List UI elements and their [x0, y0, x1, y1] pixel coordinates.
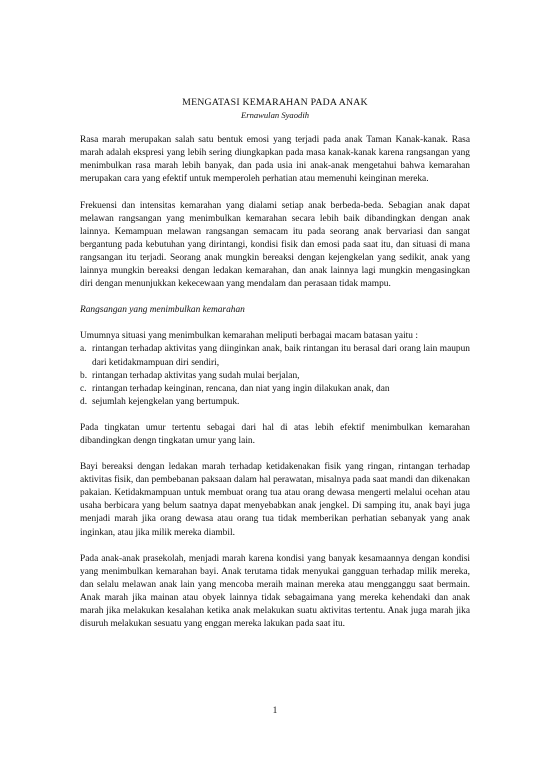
document-title: MENGATASI KEMARAHAN PADA ANAK	[182, 97, 368, 108]
paragraph-intro: Rasa marah merupakan salah satu bentuk emosi yang terjadi pada anak Taman Kanak-kanak. Rasa marah adalah ekspresi yang lebih sering diungkapkan pada masa kanak-kanak karena rangsangan yang menimbulkan rasa marah lebih banyak, dan pada usia ini anak-anak mengetahui bahwa kemarahan merupakan cara yang efektif untuk memperoleh perhatian atau memenuhi keinginan mereka.	[80, 135, 470, 185]
list-item	[80, 383, 470, 396]
list-item-text: rintangan terhadap aktivitas yang sudah mulai berjalan,	[92, 370, 300, 381]
paragraph-preschool: Pada anak-anak prasekolah, menjadi marah karena kondisi yang banyak kesamaannya dengan kondisi yang menimbulkan kemarahan bayi. Anak terutama tidak menyukai gangguan terhadap milik mereka, dan selalu melawan anak lain yang mencoba meraih mainan mereka atau mengganggu saat bermain. Anak marah jika mainan atau obyek lainnya tidak sebagaimana yang mereka kehendaki dan anak marah jika melakukan kesalahan ketika anak melakukan suatu aktivitas tertentu. Anak juga marah jika disuruh melakukan sesuatu yang enggan mereka lakukan pada saat itu.	[80, 553, 470, 630]
list-intro: Umumnya situasi yang menimbulkan kemarahan meliputi berbagai macam batasan yaitu :	[80, 331, 418, 342]
list-item-text: rintangan terhadap keinginan, rencana, dan niat yang ingin dilakukan anak, dan	[92, 383, 390, 394]
list-item	[80, 396, 470, 409]
list-item	[80, 370, 470, 383]
paragraph-frequency: Frekuensi dan intensitas kemarahan yang dialami setiap anak berbeda-beda. Sebagian anak dapat melawan rangsangan yang menimbulkan kemarahan secara lebih baik dibandingkan dengan anak lainnya. Kemampuan melawan rangsangan semacam itu pada seorang anak bervariasi dan sangat bergantung pada kebutuhan yang dirintangi, kondisi fisik dan emosi pada saat itu, dan situasi di mana rangsangan itu terjadi. Seorang anak mungkin bereaksi dengan kejengkelan yang sedikit, anak yang lainnya mungkin bereaksi dengan ledakan kemarahan, dan anak lainnya lagi mungkin mengasingkan diri dengan menunjukkan kekecewaan yang mendalam dan perasaan tidak mampu.	[80, 200, 470, 290]
list-item-text: rintangan terhadap aktivitas yang diinginkan anak, baik rintangan itu berasal dari orang lain maupun dari ketidakmampuan diri sendiri,	[92, 344, 470, 368]
causes-list	[80, 343, 470, 408]
list-marker: c.	[80, 383, 87, 394]
paragraph-age-levels: Pada tingkatan umur tertentu sebagai dari hal di atas lebih efektif menimbulkan kemarahan dibandingkan dengn tingkatan umur yang lain.	[80, 422, 470, 446]
document-author: Ernawulan Syaodih	[240, 110, 310, 121]
list-marker: d.	[80, 396, 88, 407]
document-body	[80, 96, 470, 644]
list-marker: b.	[80, 370, 88, 381]
list-marker: a.	[80, 344, 87, 355]
page-number: 1	[272, 706, 278, 716]
list-item-text: sejumlah kejengkelan yang bertumpuk.	[92, 396, 240, 407]
section-heading: Rangsangan yang menimbulkan kemarahan	[80, 305, 245, 316]
list-item	[80, 343, 470, 369]
paragraph-infants: Bayi bereaksi dengan ledakan marah terhadap ketidakenakan fisik yang ringan, rintangan terhadap aktivitas fisik, dan pembebanan paksaan dalam hal perawatan, misalnya pada saat mandi dan dikenakan pakaian. Ketidakmampuan untuk membuat orang tua atau orang dewasa mengerti melalui ocehan atau usaha berbicara yang belum saatnya dapat menyebabkan anak jengkel. Di samping itu, anak bayi juga menjadi marah jika orang dewasa atau orang tua tidak memberikan perhatian sebanyak yang anak inginkan, atau jika milik mereka diambil.	[80, 462, 470, 538]
